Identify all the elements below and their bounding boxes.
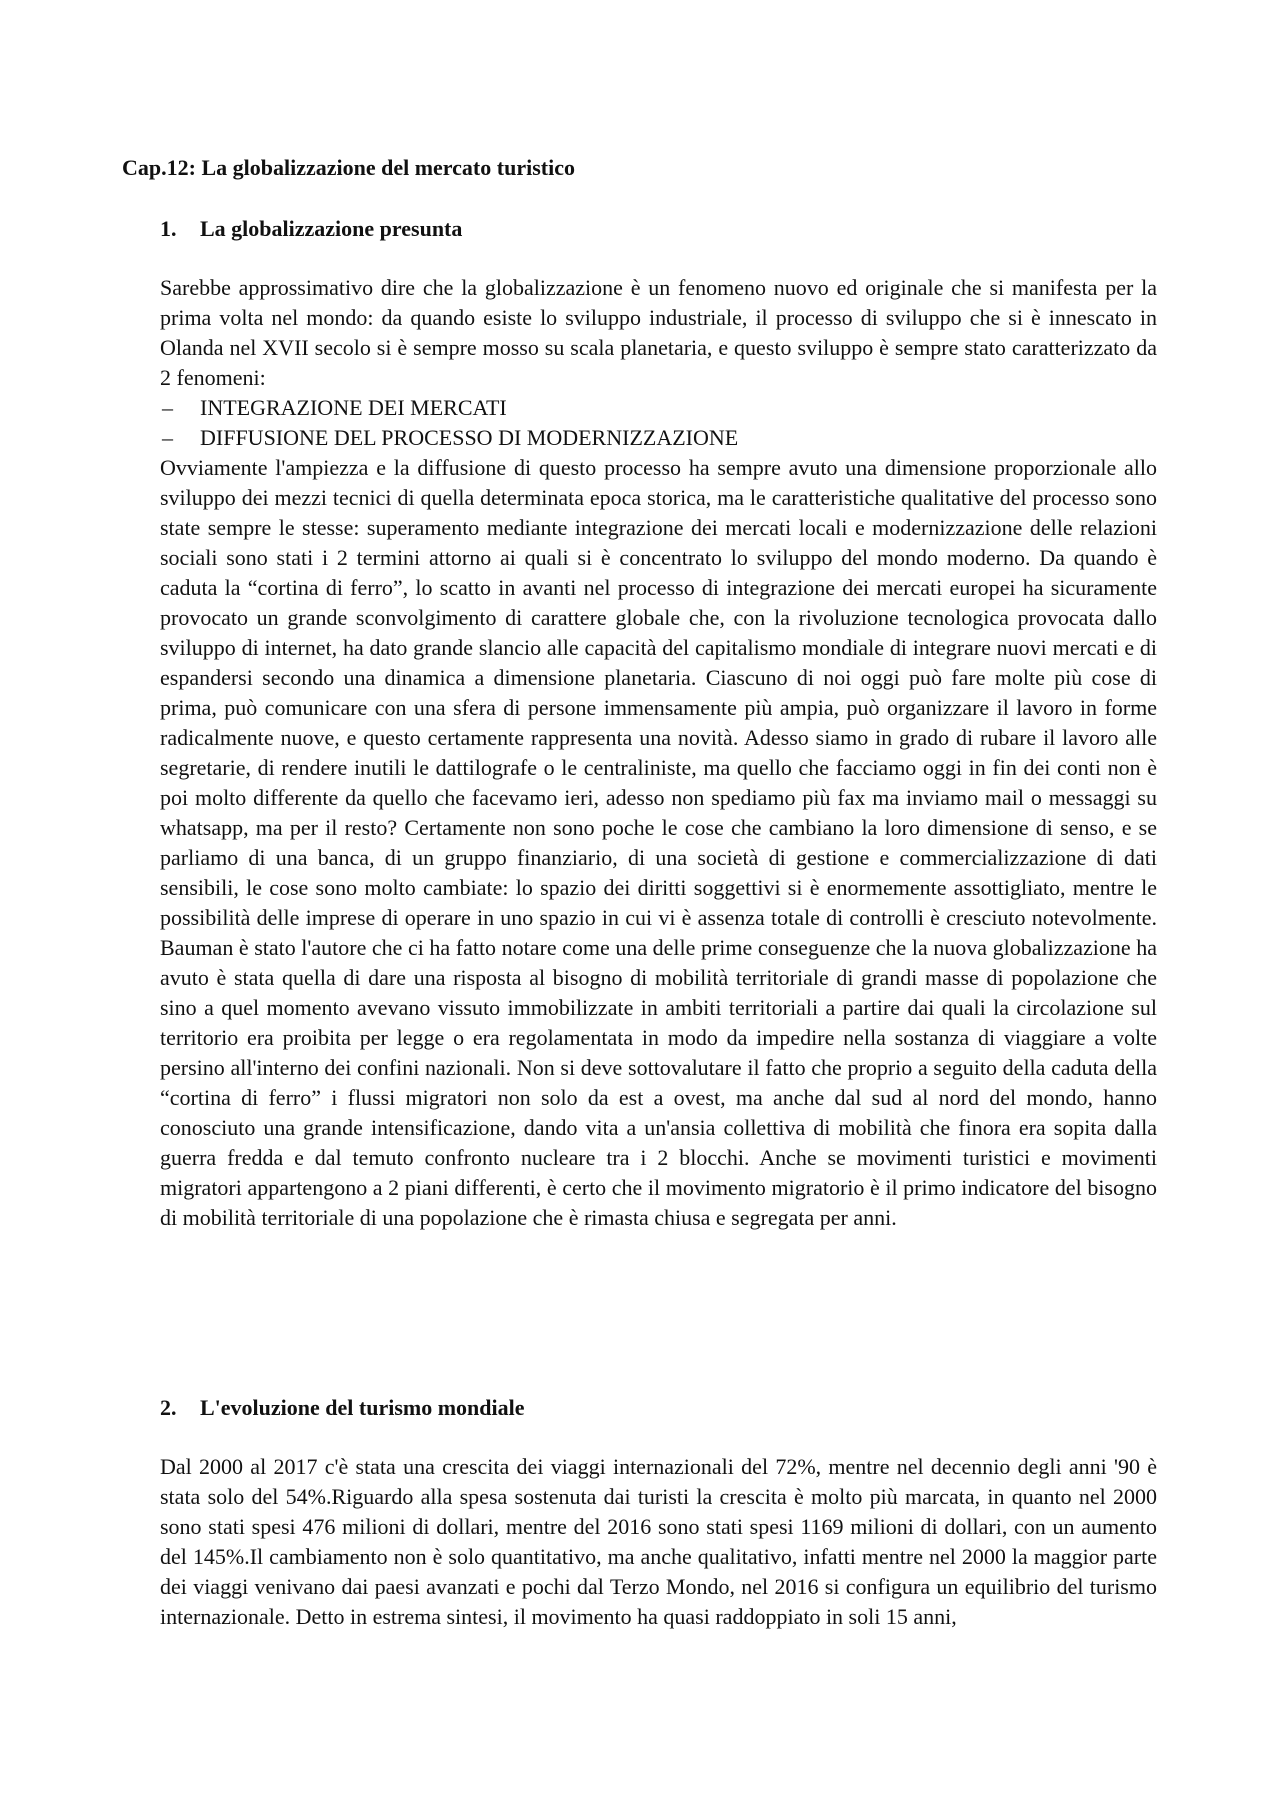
section-1-intro-paragraph: Sarebbe approssimativo dire che la globalizzazione è un fenomeno nuovo ed originale che si manifesta per la prima volta nel mondo: da quando esiste lo sviluppo industriale, il processo di sviluppo che si è innescato in Olanda nel XVII secolo si è sempre mosso su scala planetaria, e questo sviluppo è sempre stato caratterizzato da 2 fenomeni: [160, 275, 1157, 390]
section-2-number: 2. [160, 1395, 177, 1420]
dash-bullet-icon: – [162, 395, 173, 420]
section-1-phenomena-list [160, 393, 1157, 453]
chapter-title: Cap.12: La globalizzazione del mercato turistico [122, 155, 575, 180]
list-item-text: INTEGRAZIONE DEI MERCATI [200, 395, 507, 420]
list-item [160, 393, 1157, 423]
list-item-text: DIFFUSIONE DEL PROCESSO DI MODERNIZZAZIONE [200, 425, 739, 450]
section-1-number: 1. [160, 216, 177, 241]
section-2-body-paragraph: Dal 2000 al 2017 c'è stata una crescita dei viaggi internazionali del 72%, mentre nel decennio degli anni '90 è stata solo del 54%.Riguardo alla spesa sostenuta dai turisti la crescita è molto più marcata, in quanto nel 2000 sono stati spesi 476 milioni di dollari, mentre del 2016 sono stati spesi 1169 milioni di dollari, con un aumento del 145%.Il cambiamento non è solo quantitativo, ma anche qualitativo, infatti mentre nel 2000 la maggior parte dei viaggi venivano dai paesi avanzati e pochi dal Terzo Mondo, nel 2016 si configura un equilibrio del turismo internazionale. Detto in estrema sintesi, il movimento ha quasi raddoppiato in soli 15 anni, [160, 1454, 1157, 1629]
dash-bullet-icon: – [162, 425, 173, 450]
section-1-heading [160, 214, 462, 244]
list-item [160, 423, 1157, 453]
section-2-title: L'evoluzione del turismo mondiale [200, 1395, 525, 1420]
section-2-heading [160, 1393, 525, 1423]
section-1-title: La globalizzazione presunta [200, 216, 463, 241]
section-1-body-paragraph: Ovviamente l'ampiezza e la diffusione di questo processo ha sempre avuto una dimensione proporzionale allo sviluppo dei mezzi tecnici di quella determinata epoca storica, ma le caratteristiche qualitative del processo sono state sempre le stesse: superamento mediante integrazione dei mercati locali e modernizzazione delle relazioni sociali sono stati i 2 termini attorno ai quali si è concentrato lo sviluppo del mondo moderno. Da quando è caduta la “cortina di ferro”, lo scatto in avanti nel processo di integrazione dei mercati europei ha sicuramente provocato un grande sconvolgimento di carattere globale che, con la rivoluzione tecnologica provocata dallo sviluppo di internet, ha dato grande slancio alle capacità del capitalismo mondiale di integrare nuovi mercati e di espandersi secondo una dinamica a dimensione planetaria. Ciascuno di noi oggi può fare molte più cose di prima, può comunicare con una sfera di persone immensamente più ampia, può organizzare il lavoro in forme radicalmente nuove, e questo certamente rappresenta una novità. Adesso siamo in grado di rubare il lavoro alle segretarie, di rendere inutili le dattilografe o le centraliniste, ma quello che facciamo oggi in fin dei conti non è poi molto differente da quello che facevamo ieri, adesso non spediamo più fax ma inviamo mail o messaggi su whatsapp, ma per il resto? Certamente non sono poche le cose che cambiano la loro dimensione di senso, e se parliamo di una banca, di un gruppo finanziario, di una società di gestione e commercializzazione di dati sensibili, le cose sono molto cambiate: lo spazio dei diritti soggettivi si è enormemente assottigliato, mentre le possibilità delle imprese di operare in uno spazio in cui vi è assenza totale di controlli è cresciuto notevolmente. Bauman è stato l'autore che ci ha fatto notare come una delle prime conseguenze che la nuova globalizzazione ha avuto è stata quella di dare una risposta al bisogno di mobilità territoriale di grandi masse di popolazione che sino a quel momento avevano vissuto immobilizzate in ambiti territoriali a partire dai quali la circolazione sul territorio era proibita per legge o era regolamentata in modo da impedire nella sostanza di viaggiare a volte persino all'interno dei confini nazionali. Non si deve sottovalutare il fatto che proprio a seguito della caduta della “cortina di ferro” i flussi migratori non solo da est a ovest, ma anche dal sud al nord del mondo, hanno conosciuto una grande intensificazione, dando vita a un'ansia collettiva di mobilità che finora era sopita dalla guerra fredda e dal temuto confronto nucleare tra i 2 blocchi. Anche se movimenti turistici e movimenti migratori appartengono a 2 piani differenti, è certo che il movimento migratorio è il primo indicatore del bisogno di mobilità territoriale di una popolazione che è rimasta chiusa e segregata per anni. [160, 455, 1157, 1230]
